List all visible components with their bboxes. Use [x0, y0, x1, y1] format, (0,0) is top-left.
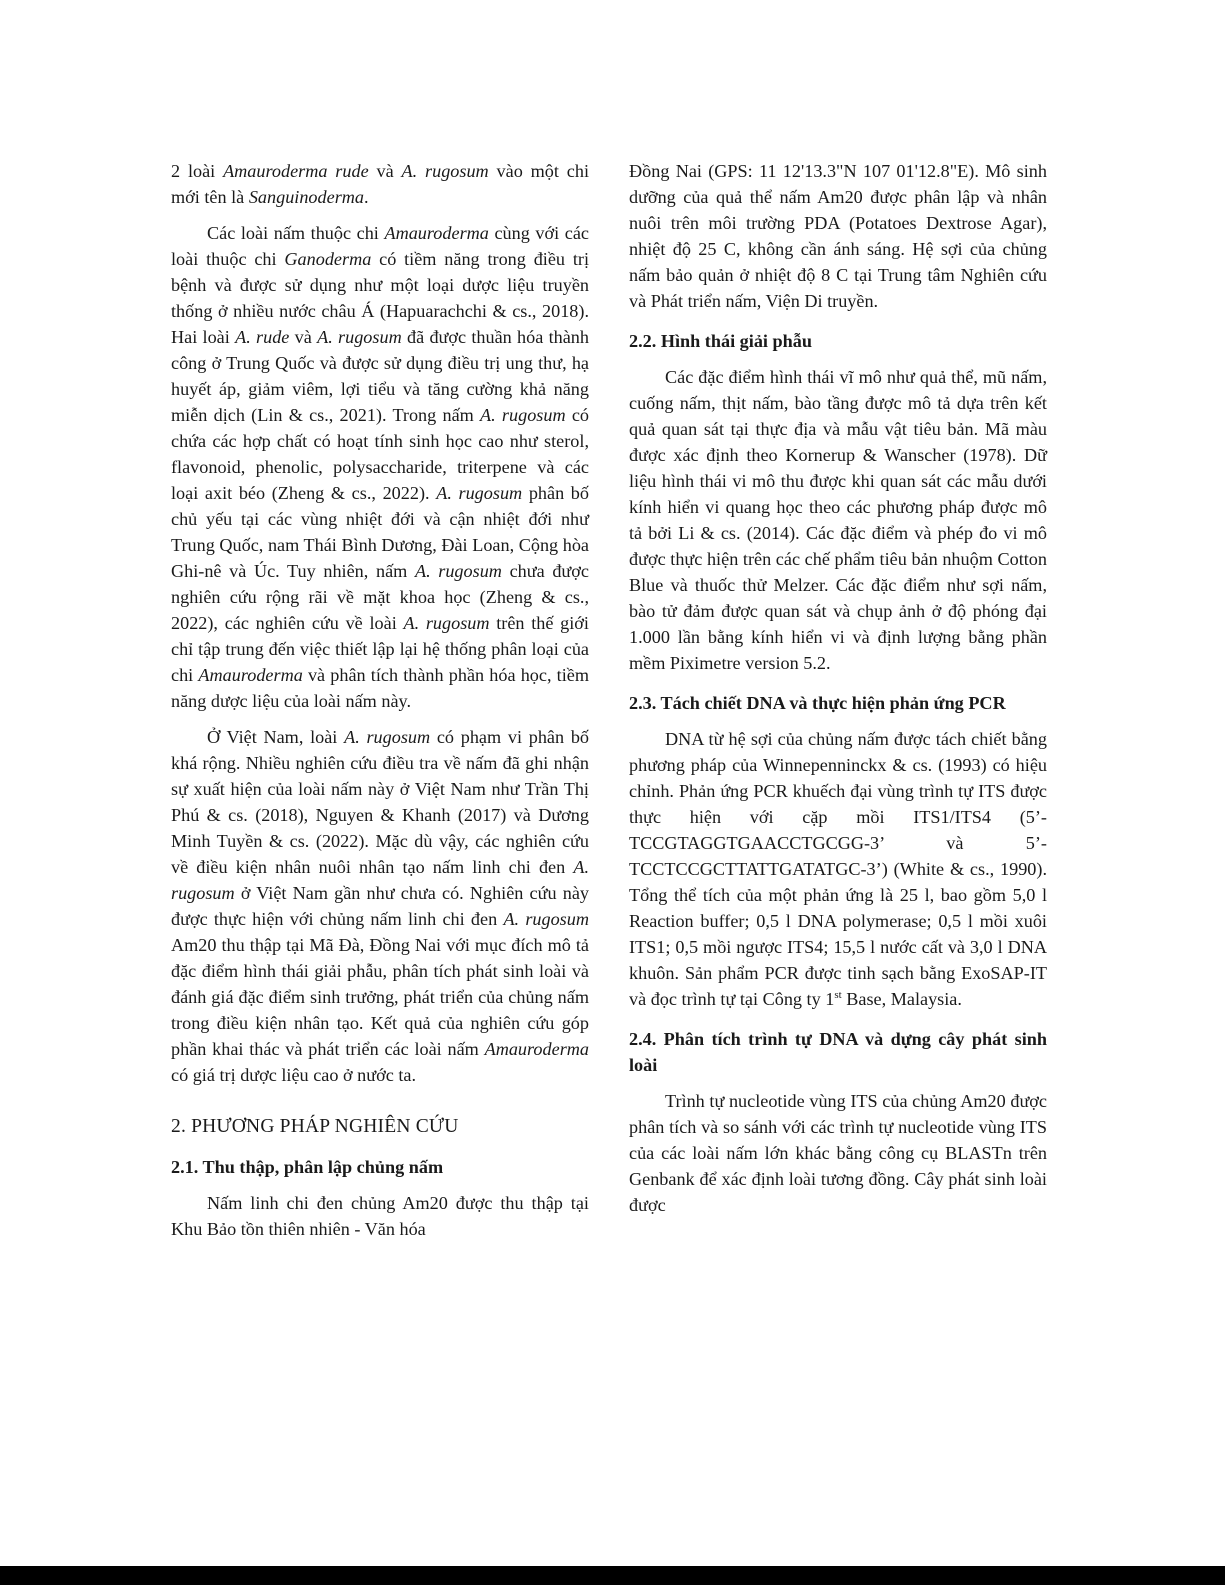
bottom-black-bar [0, 1566, 1225, 1585]
body-paragraph: Các loài nấm thuộc chi Amauroderma cùng với các loài thuộc chi Ganoderma có tiềm năng trong điều trị bệnh và được sử dụng như một loại dược liệu truyền thống ở nhiều nước châu Á (Hapuarachchi & cs., 2018). Hai loài A. rude và A. rugosum đã được thuần hóa thành công ở Trung Quốc và được sử dụng điều trị ung thư, hạ huyết áp, giảm viêm, lợi tiểu và tăng cường khả năng miễn dịch (Lin & cs., 2021). Trong nấm A. rugosum có chứa các hợp chất có hoạt tính sinh học cao như sterol, flavonoid, phenolic, polysaccharide, triterpene và các loại axit béo (Zheng & cs., 2022). A. rugosum phân bố chủ yếu tại các vùng nhiệt đới và cận nhiệt đới như Trung Quốc, nam Thái Bình Dương, Đài Loan, Cộng hòa Ghi-nê và Úc. Tuy nhiên, nấm A. rugosum chưa được nghiên cứu rộng rãi về mặt khoa học (Zheng & cs., 2022), các nghiên cứu về loài A. rugosum trên thế giới chỉ tập trung đến việc thiết lập lại hệ thống phân loại của chi Amauroderma và phân tích thành phần hóa học, tiềm năng dược liệu của loài nấm này. [171, 223, 589, 711]
left-text-column [171, 158, 589, 1252]
body-paragraph: 2 loài Amauroderma rude và A. rugosum vào một chi mới tên là Sanguinoderma. [171, 161, 589, 207]
right-text-column [629, 158, 1047, 1228]
body-paragraph: Ở Việt Nam, loài A. rugosum có phạm vi phân bố khá rộng. Nhiều nghiên cứu điều tra về nấm đã ghi nhận sự xuất hiện của loài nấm này ở Việt Nam như Trần Thị Phú & cs. (2018), Nguyen & Khanh (2017) và Dương Minh Tuyền & cs. (2022). Mặc dù vậy, các nghiên cứu về điều kiện nhân nuôi nhân tạo nấm linh chi đen A. rugosum ở Việt Nam gần như chưa có. Nghiên cứu này được thực hiện với chủng nấm linh chi đen A. rugosum Am20 thu thập tại Mã Đà, Đồng Nai với mục đích mô tả đặc điểm hình thái giải phẫu, phân tích phát sinh loài và đánh giá đặc điểm sinh trưởng, phát triển của chủng nấm trong điều kiện nhân tạo. Kết quả của nghiên cứu góp phần khai thác và phát triển các loài nấm Amauroderma có giá trị dược liệu cao ở nước ta. [171, 727, 590, 1085]
body-paragraph: Đồng Nai (GPS: 11 12'13.3"N 107 01'12.8"E). Mô sinh dưỡng của quả thể nấm Am20 được phân lập và nhân nuôi trên môi trường PDA (Potatoes Dextrose Agar), nhiệt độ 25 C, không cần ánh sáng. Hệ sợi của chủng nấm bảo quản ở nhiệt độ 8 C tại Trung tâm Nghiên cứu và Phát triển nấm, Viện Di truyền. [629, 161, 1047, 311]
subsection-heading: 2.2. Hình thái giải phẫu [629, 331, 812, 351]
subsection-heading: 2.1. Thu thập, phân lập chủng nấm [171, 1157, 444, 1177]
body-paragraph: DNA từ hệ sợi của chủng nấm được tách chiết bằng phương pháp của Winnepenninckx & cs. (1993) có hiệu chỉnh. Phản ứng PCR khuếch đại vùng trình tự ITS được thực hiện với cặp mồi ITS1/ITS4 (5’-TCCGTAGGTGAACCTGCGG-3’ và 5’-TCCTCCGCTTATTGATATGC-3’) (White & cs., 1990). Tổng thể tích của một phản ứng là 25 l, bao gồm 5,0 l Reaction buffer; 0,5 l DNA polymerase; 0,5 l mồi xuôi ITS1; 0,5 mồi ngược ITS4; 15,5 l nước cất và 3,0 l DNA khuôn. Sản phẩm PCR được tinh sạch bằng ExoSAP-IT và đọc trình tự tại Công ty 1st Base, Malaysia. [629, 729, 1047, 1009]
body-paragraph: Trình tự nucleotide vùng ITS của chủng Am20 được phân tích và so sánh với các trình tự nucleotide vùng ITS của các loài nấm lớn khác bằng công cụ BLASTn trên Genbank để xác định loài tương đồng. Cây phát sinh loài được [629, 1091, 1047, 1215]
subsection-heading: 2.3. Tách chiết DNA và thực hiện phản ứng PCR [629, 693, 1006, 713]
subsection-heading: 2.4. Phân tích trình tự DNA và dựng cây phát sinh loài [629, 1029, 1047, 1075]
body-paragraph: Nấm linh chi đen chủng Am20 được thu thập tại Khu Bảo tồn thiên nhiên - Văn hóa [171, 1193, 589, 1239]
section-heading: 2. PHƯƠNG PHÁP NGHIÊN CỨU [171, 1116, 459, 1137]
body-paragraph: Các đặc điểm hình thái vĩ mô như quả thể, mũ nấm, cuống nấm, thịt nấm, bào tầng được mô tả dựa trên kết quả quan sát tại thực địa và mẫu vật tiêu bản. Mã màu được xác định theo Kornerup & Wanscher (1978). Dữ liệu hình thái vi mô thu được khi quan sát các mẫu dưới kính hiển vi quang học theo các phương pháp được mô tả bởi Li & cs. (2014). Các đặc điểm và phép đo vi mô được thực hiện trên các chế phẩm tiêu bản nhuộm Cotton Blue và thuốc thử Melzer. Các đặc điểm như sợi nấm, bào tử đảm được quan sát và chụp ảnh ở độ phóng đại 1.000 lần bằng kính hiển vi và định lượng bằng phần mềm Piximetre version 5.2. [629, 367, 1047, 673]
